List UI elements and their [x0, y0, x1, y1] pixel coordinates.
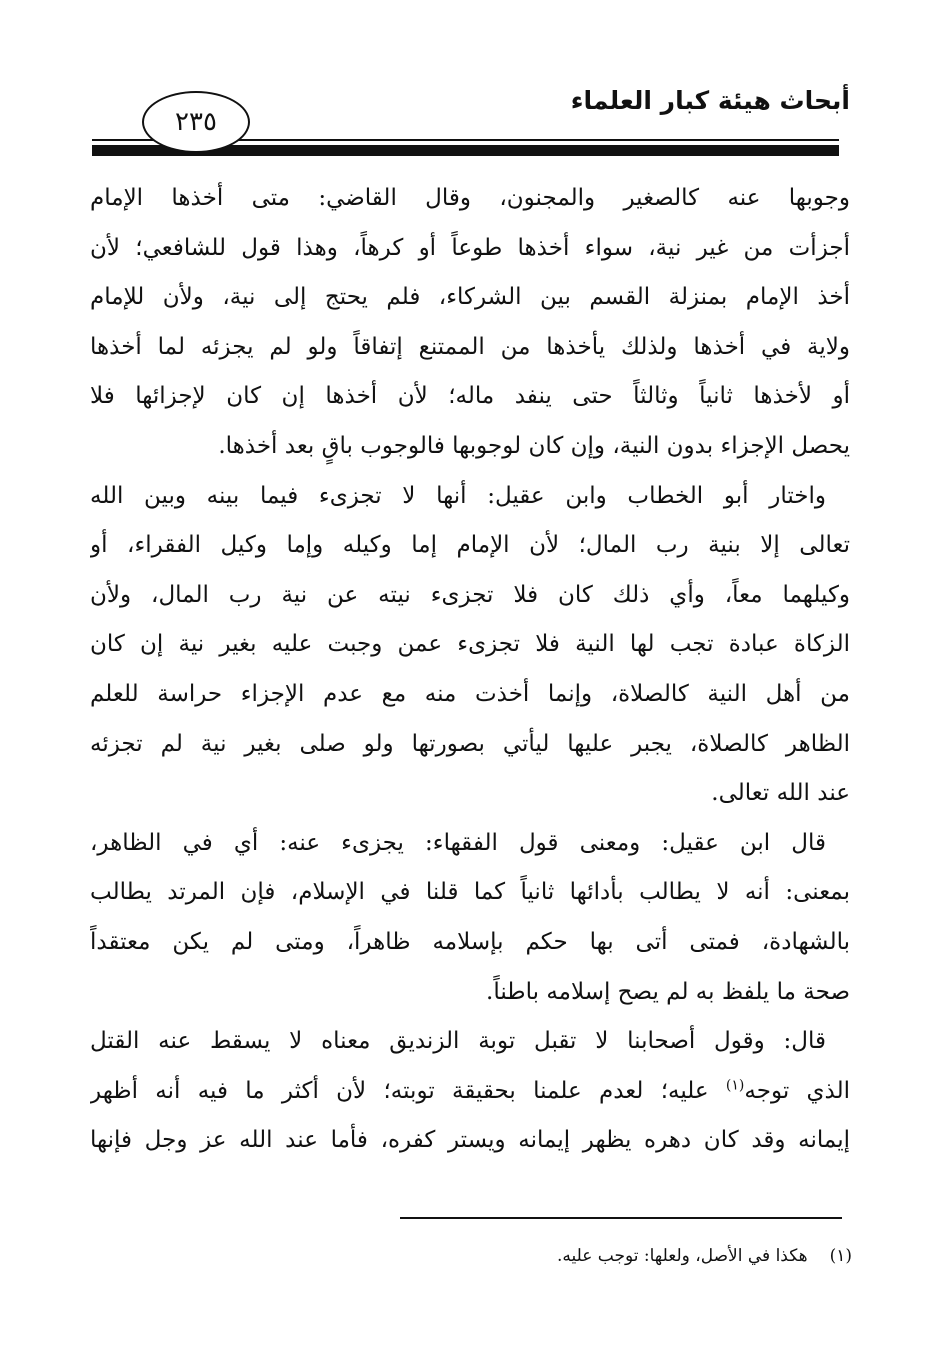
body-line: تعالى إلا بنية رب المال؛ لأن الإمام إما وكيله وإما وكيل الفقراء، أو	[90, 532, 850, 559]
running-header-title: أبحاث هيئة كبار العلماء	[570, 86, 850, 115]
body-line-with-footnote-ref	[90, 1067, 850, 1117]
body-line: ولاية في أخذها ولذلك يأخذها من الممتنع إتفاقاً ولو لم يجزئه لما أخذها	[90, 333, 850, 360]
body-line: يحصل الإجزاء بدون النية، وإن كان لوجوبها فالوجوب باقٍ بعد أخذها.	[218, 432, 850, 459]
body-line: بمعنى: أنه لا يطالب بأدائها ثانياً كما قلنا في الإسلام، فإن المرتد يطالب	[90, 879, 850, 906]
footnote-number: (١)	[829, 1246, 852, 1266]
footnote	[557, 1246, 852, 1266]
body-line-part: عليه؛ لعدم علمنا بحقيقة توبته؛ لأن أكثر ما فيه أنه أظهر	[90, 1077, 709, 1104]
body-line: أخذ الإمام بمنزلة القسم بين الشركاء، فلم يحتج إلى نية، ولأن للإمام	[90, 284, 850, 311]
page-number: ٢٣٥	[142, 91, 250, 153]
body-line: الظاهر كالصلاة، يجبر عليها ليأتي بصورتها ولو صلى بغير نية لم تجزئه	[90, 730, 850, 757]
body-line: واختار أبو الخطاب وابن عقيل: أنها لا تجزىء فيما بينه وبين الله	[90, 482, 826, 509]
body-line: قال: وقول أصحابنا لا تقبل توبة الزنديق معناه لا يسقط عنه القتل	[90, 1028, 826, 1055]
body-line: بالشهادة، فمتى أتى بها حكم بإسلامه ظاهراً، ومتى لم يكن معتقداً	[90, 928, 850, 955]
footnote-reference[interactable]: (١)	[725, 1077, 745, 1094]
body-line: إيمانه وقد كان دهره يظهر إيمانه ويستر كفره، فأما عند الله عز وجل فإنها	[90, 1127, 850, 1154]
body-line-part: الذي توجه	[744, 1077, 850, 1104]
body-line: أجزأت من غير نية، سواء أخذها طوعاً أو كرهاً، وهذا قول للشافعي؛ لأن	[90, 234, 850, 261]
body-line: الزكاة عبادة تجب لها النية فلا تجزىء عمن وجبت عليه بغير نية إن كان	[90, 631, 850, 658]
body-line: أو لأخذها ثانياً وثالثاً حتى ينفد ماله؛ لأن أخذها إن كان لإجزائها فلا	[90, 383, 850, 410]
body-text	[90, 174, 850, 1166]
body-line: عند الله تعالى.	[711, 780, 850, 807]
footnote-separator	[400, 1217, 842, 1219]
body-line: وجوبها عنه كالصغير والمجنون، وقال القاضي: متى أخذها الإمام	[90, 185, 850, 211]
body-line: من أهل النية كالصلاة، وإنما أخذت منه مع عدم الإجزاء حراسة للعلم	[90, 680, 850, 707]
body-line: قال ابن عقيل: ومعنى قول الفقهاء: يجزىء عنه: أي في الظاهر،	[90, 829, 826, 856]
body-line: وكيلهما معاً، وأي ذلك كان فلا تجزىء نيته عن نية رب المال، ولأن	[90, 581, 850, 608]
body-line: صحة ما يلفظ به لم يصح إسلامه باطناً.	[486, 978, 850, 1005]
footnote-text: هكذا في الأصل، ولعلها: توجب عليه.	[556, 1246, 808, 1266]
